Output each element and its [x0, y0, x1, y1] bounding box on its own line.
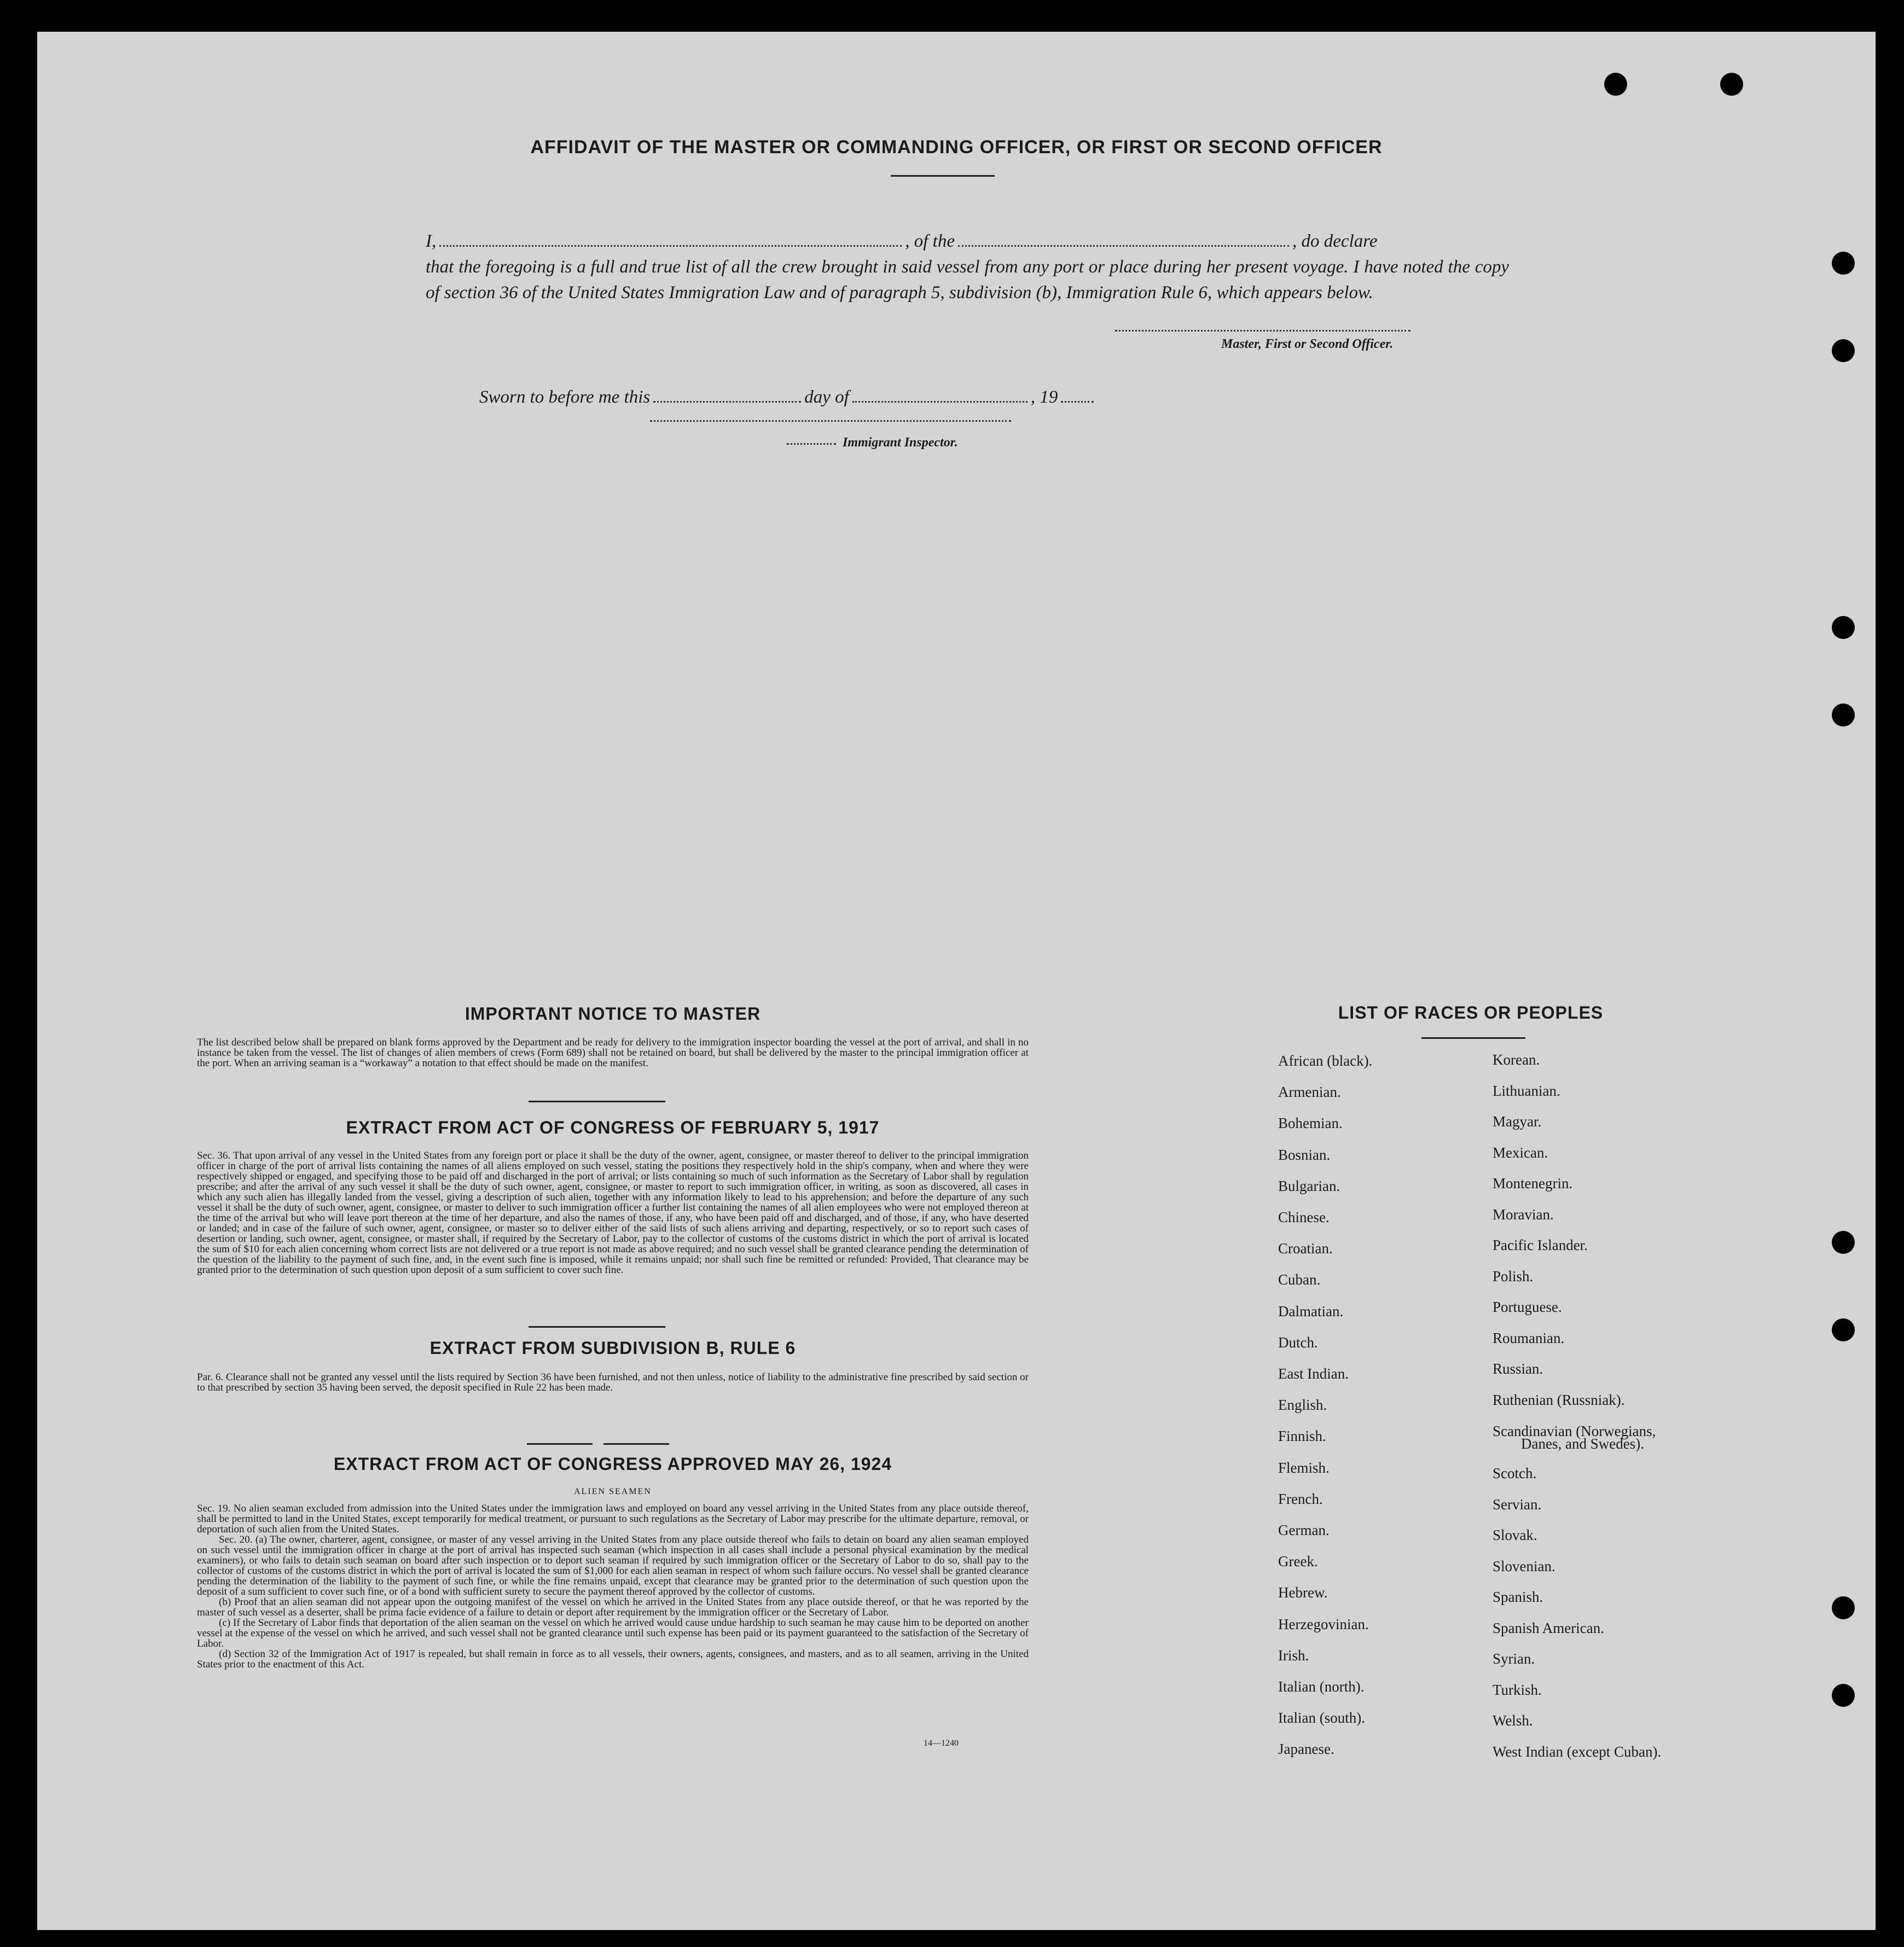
extract-1917-text: Sec. 36. That upon arrival of any vessel in the United States from any foreign port or place it shall be the duty of the owner, agent, consignee, or master thereof to deliver to the principal immigration officer in charge of the port of arrival lists containing the names of all aliens employed on such vessel, stating the positions they respectively hold in the ship's company, when and where they were respectively shipped or engaged, and specifying those to be paid off and discharged in the port of arrival; or lists containing so much of such information as the Secretary of Labor shall by regulation prescribe; and after the arrival of any such vessel it shall be the duty of such owner, agent, consignee, or master to report to such immigration officer, in writing, as soon as discovered, all cases in which any such alien has illegally landed from the vessel, giving a description of such alien, together with any information likely to lead to his apprehension; and before the departure of any such vessel it shall be the duty of such owner, agent, consignee, or master to deliver to such immigration officer a further list containing the names of all alien employees who were not employed thereon at the time of the arrival but who will leave port thereon at the time of her departure, and also the names of those, if any, who have been paid off and discharged, and of those, if any, who have deserted or landed; and in case of the failure of such owner, agent, consignee, or master so to deliver either of the said lists of such aliens arriving and departing, respectively, or so to report such cases of desertion or landing, such owner, agent, consignee, or master shall, if required by the Secretary of Labor, pay to the collector of customs of the customs district in which the port of arrival is located the sum of $10 for each alien concerning whom correct lists are not delivered or a true report is not made as above required; and no such vessel shall be granted clearance pending the determination of the question of the liability to the payment of such fine, and, in the event such fine is imposed, while it remains unpaid; nor shall such fine be remitted or refunded: Provided, That clearance may be granted prior to the determination of such question upon deposit of a sum sufficient to cover such fine. [197, 1150, 1029, 1276]
extract-1917-title: EXTRACT FROM ACT OF CONGRESS OF FEBRUARY 5, 1917 [346, 1118, 880, 1137]
race-item: Montenegrin. [1493, 1175, 1573, 1192]
officer-signature-label: Master, First or Second Officer. [1221, 337, 1394, 351]
vessel-name-field[interactable] [958, 245, 1289, 247]
race-item: African (black). [1278, 1053, 1373, 1069]
divider-rule [527, 1443, 593, 1445]
punch-hole [1832, 1596, 1855, 1619]
race-item: Ruthenian (Russniak). [1493, 1392, 1625, 1408]
affidavit-body [426, 229, 1509, 306]
race-item: Armenian. [1278, 1084, 1341, 1101]
notice-title: IMPORTANT NOTICE TO MASTER [465, 1004, 761, 1024]
punch-hole [1832, 339, 1855, 362]
race-item: Moravian. [1493, 1206, 1554, 1223]
race-item: German. [1278, 1522, 1330, 1538]
section-20c-paragraph: (c) If the Secretary of Labor finds that deportation of the alien seaman on the vessel on which he arrived would cause undue hardship to such seaman he may cause him to be deported on another vessel at the expense of the vessel on which he arrived, and such vessel shall not be granted clearance until such expense has been paid or its payment guaranteed to the satisfaction of the Secretary of Labor. [197, 1617, 1029, 1649]
race-item: Italian (north). [1278, 1678, 1365, 1695]
race-item: East Indian. [1278, 1365, 1349, 1382]
section-19-paragraph: Sec. 19. No alien seaman excluded from admission into the United States under the immigration laws and employed on board any vessel arriving in the United States from any place outside thereof, shall be permitted to land in the United States, except temporarily for medical treatment, or pursuant to such regulations as the Secretary of Labor may prescribe for the ultimate departure, removal, or deportation of such alien from the United States. [197, 1503, 1029, 1535]
divider-rule [529, 1326, 665, 1328]
race-item: Cuban. [1278, 1271, 1321, 1288]
race-item: Croatian. [1278, 1240, 1333, 1257]
race-item: Servian. [1493, 1496, 1542, 1513]
sworn-day-field[interactable] [653, 401, 801, 403]
race-item: Magyar. [1493, 1113, 1542, 1130]
race-item: Welsh. [1493, 1712, 1533, 1729]
punch-hole [1832, 704, 1855, 727]
race-item: Herzegovinian. [1278, 1615, 1369, 1632]
race-item: Hebrew. [1278, 1584, 1328, 1601]
race-item: Slovenian. [1493, 1558, 1555, 1574]
race-item: Bulgarian. [1278, 1177, 1340, 1194]
punch-hole [1832, 1231, 1855, 1254]
punch-hole [1832, 1318, 1855, 1341]
alien-seamen-subtitle: ALIEN SEAMEN [574, 1487, 652, 1496]
race-item: Pacific Islander. [1493, 1237, 1588, 1253]
divider-rule [1421, 1037, 1525, 1039]
race-item: Irish. [1278, 1647, 1309, 1664]
sworn-line [479, 387, 1097, 408]
race-item: Flemish. [1278, 1459, 1330, 1476]
sworn-label: Sworn to before me this [479, 387, 651, 407]
inspector-signature-field[interactable] [650, 420, 1011, 422]
extract-1924-text [197, 1503, 1029, 1670]
race-item: Lithuanian. [1493, 1083, 1560, 1099]
affidavit-statement: that the foregoing is a full and true list of all the crew brought in said vessel from any port or place during her present voyage. I have noted the copy of section 36 of the United States Immigration Law and of paragraph 5, subdivision (b), Immigration Rule 6, which appears below. [426, 257, 1509, 303]
race-item: West Indian (except Cuban). [1493, 1743, 1662, 1760]
divider-rule [891, 175, 995, 177]
section-20b-paragraph: (b) Proof that an alien seaman did not appear upon the outgoing manifest of the vessel on which he arrived in the United States from any place outside thereof, or that he was reported by the master of such vessel as a deserter, shall be prima facie evidence of a failure to detain or deport after requirement by the immigration officer or the Secretary of Labor. [197, 1596, 1029, 1618]
race-item: Syrian. [1493, 1650, 1535, 1667]
race-item: Dalmatian. [1278, 1303, 1344, 1320]
extract-1924-title: EXTRACT FROM ACT OF CONGRESS APPROVED MAY 26, 1924 [333, 1454, 892, 1474]
race-item: Dutch. [1278, 1334, 1318, 1351]
race-item: Bohemian. [1278, 1115, 1343, 1132]
notice-text: The list described below shall be prepared on blank forms approved by the Department and be ready for delivery to the immigration inspector boarding the vessel at the port of arrival, and shall in no instance be taken from the vessel. The list of changes of alien members of crews (Form 689) shall not be retained on board, but shall be delivered by the master to the principal immigration officer at the port. When an arriving seaman is a “workaway” a notation to that effect should be made on the manifest. [197, 1037, 1029, 1069]
do-declare-label: , do declare [1292, 231, 1378, 251]
race-item: Danes, and Swedes). [1521, 1435, 1644, 1452]
sworn-month-field[interactable] [852, 401, 1028, 403]
declarant-name-field[interactable] [439, 245, 902, 247]
race-item: Chinese. [1278, 1209, 1330, 1225]
sworn-year-field[interactable] [1061, 401, 1094, 403]
divider-rule [603, 1443, 669, 1445]
declaration-line [426, 229, 1509, 254]
race-item: Korean. [1493, 1051, 1540, 1068]
race-item: Polish. [1493, 1268, 1534, 1285]
divider-rule [529, 1101, 665, 1102]
race-item: Scotch. [1493, 1465, 1537, 1481]
affidavit-title: AFFIDAVIT OF THE MASTER OR COMMANDING OFFICER, OR FIRST OR SECOND OFFICER [530, 137, 1383, 158]
inspector-label-text: Immigrant Inspector. [843, 435, 958, 450]
race-item: Roumanian. [1493, 1330, 1565, 1346]
race-item: Greek. [1278, 1553, 1318, 1570]
race-item: English. [1278, 1397, 1327, 1414]
race-item: Italian (south). [1278, 1710, 1365, 1727]
form-number: 14—1240 [924, 1739, 959, 1748]
race-item: Japanese. [1278, 1741, 1334, 1758]
of-the-label: , of the [905, 231, 955, 251]
punch-hole [1604, 73, 1627, 96]
extract-rule6-text: Par. 6. Clearance shall not be granted any vessel until the lists required by Section 36 have been furnished, and not then unless, notice of liability to the administrative fine prescribed by said section or to that prescribed by section 35 having been served, the deposit specified in Rule 22 has been made. [197, 1371, 1029, 1393]
punch-hole [1720, 73, 1743, 96]
extract-rule6-title: EXTRACT FROM SUBDIVISION B, RULE 6 [429, 1338, 796, 1358]
races-title: LIST OF RACES OR PEOPLES [1338, 1003, 1604, 1022]
race-item: Mexican. [1493, 1144, 1548, 1161]
race-item: Bosnian. [1278, 1146, 1331, 1163]
race-item: Portuguese. [1493, 1299, 1562, 1315]
section-20a-paragraph: Sec. 20. (a) The owner, charterer, agent, consignee, or master of any vessel arriving in the United States from any place outside thereof who fails to detain on board any alien seaman employed on such vessel until the immigration officer in charge at the port of arrival has inspected such seaman (which inspection in all cases shall include a personal physical examination by the medical examiners), or who fails to detain such seaman on board after such inspection or to deport such seaman if required by such immigration officer or the Secretary of Labor to do so, shall pay to the collector of customs of the customs district in which the port of arrival is located the sum of $1,000 for each alien seaman in respect of whom such failure occurs. No vessel shall be granted clearance pending the determination of the liability to the payment of such fine, or while the fine remains unpaid, except that clearance may be granted prior to the determination of such question upon the deposit of a sum sufficient to cover such fine, or of a bond with sufficient surety to secure the payment thereof approved by the collector of customs. [197, 1534, 1029, 1597]
race-item: Turkish. [1493, 1682, 1542, 1698]
inspector-label [843, 435, 958, 450]
year-prefix-label: , 19 [1030, 387, 1058, 407]
race-item: Scandinavian (Norwegians, [1493, 1423, 1656, 1439]
document-page [37, 32, 1876, 1930]
punch-hole [1832, 616, 1855, 639]
day-of-label: day of [804, 387, 849, 407]
race-item: Finnish. [1278, 1428, 1326, 1445]
race-item: French. [1278, 1490, 1323, 1507]
race-item: Slovak. [1493, 1527, 1537, 1543]
punch-hole [1832, 252, 1855, 275]
officer-signature-field[interactable] [1115, 330, 1410, 332]
section-20d-paragraph: (d) Section 32 of the Immigration Act of 1917 is repealed, but shall remain in force as to all vessels, their owners, agents, consignees, and masters, and as to all seamen, arriving in the United States prior to the enactment of this Act. [197, 1648, 1029, 1670]
race-item: Spanish American. [1493, 1620, 1604, 1636]
punch-hole [1832, 1684, 1855, 1707]
inspector-prefix-field[interactable] [787, 443, 836, 445]
declarant-prefix: I, [426, 231, 437, 251]
race-item: Spanish. [1493, 1589, 1543, 1605]
race-item: Russian. [1493, 1361, 1543, 1377]
